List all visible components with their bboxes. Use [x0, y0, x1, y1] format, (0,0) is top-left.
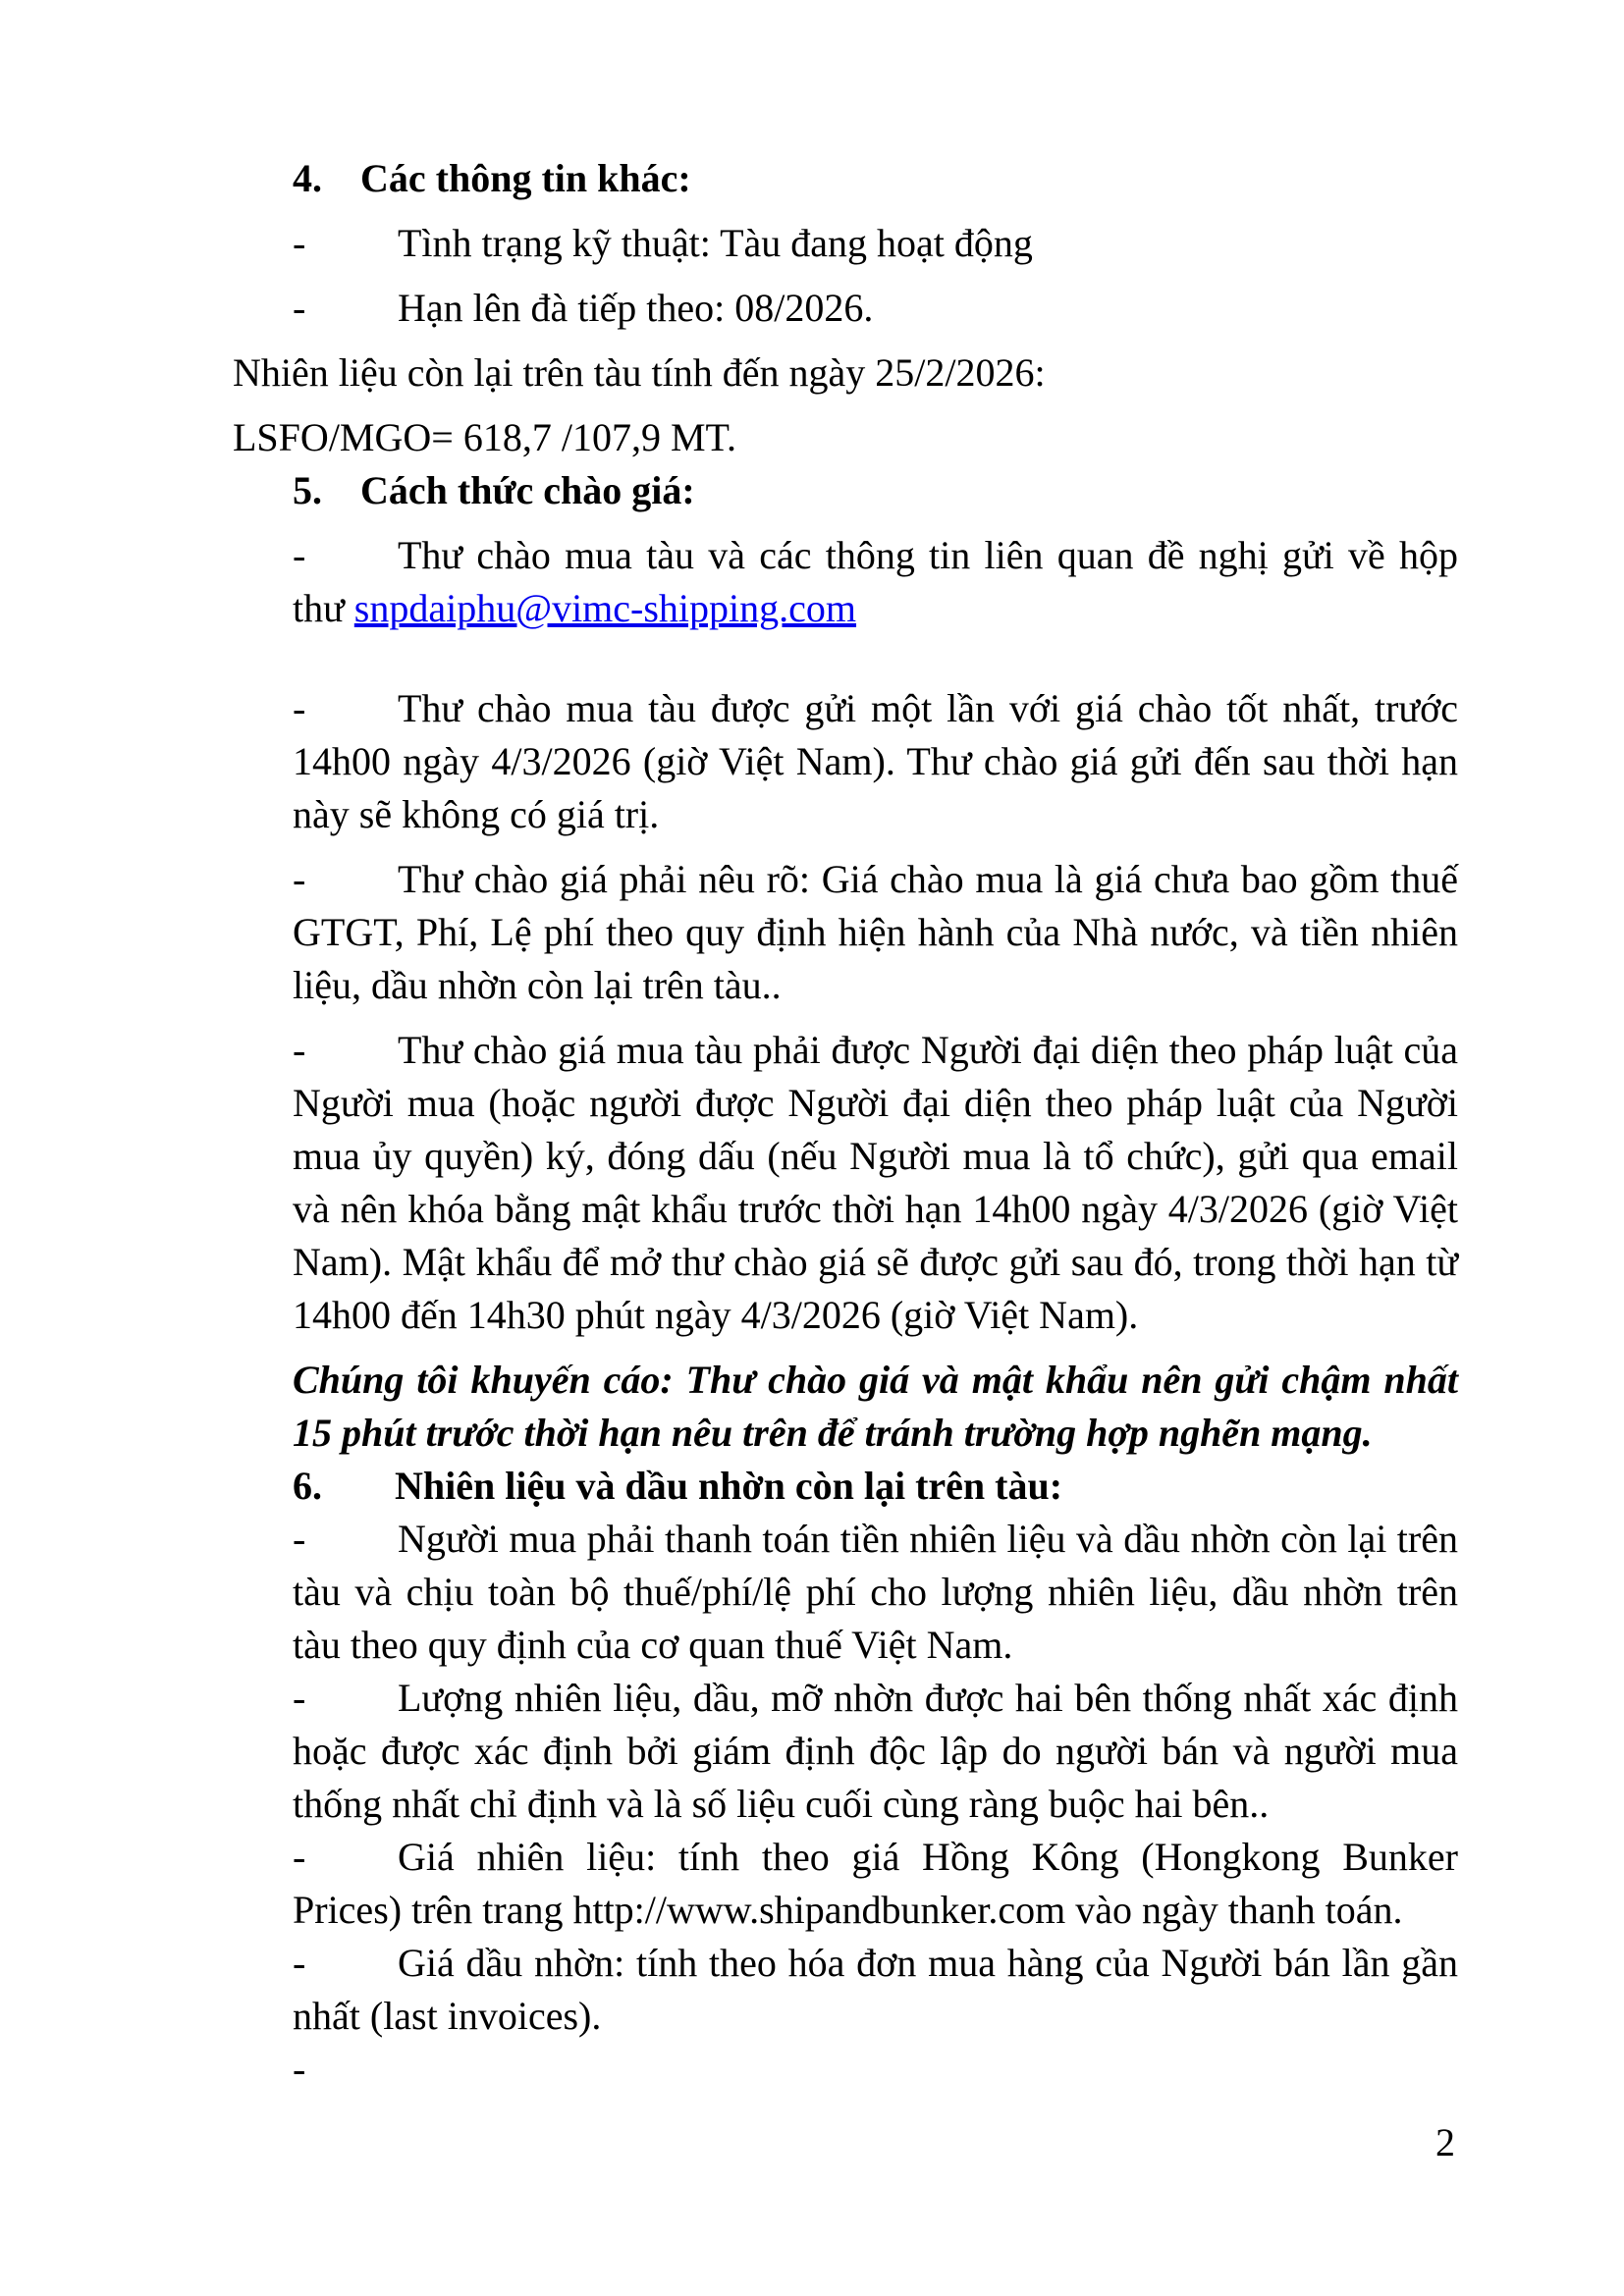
bullet-dash-marker: -	[293, 857, 306, 901]
section-number: 6.	[293, 1464, 322, 1508]
bullet-text: Thư chào giá mua tàu phải được Người đại diện theo pháp luật của Người mua (hoặc người được Người đại diện theo pháp luật của Người mua ủy quyền) ký, đóng dấu (nếu Người mua là tổ chức), gửi qua email và nên khóa bằng mật khẩu trước thời hạn 14h00 ngày 4/3/2026 (giờ Việt Nam). Mật khẩu để mở thư chào giá sẽ được gửi sau đó, trong thời hạn từ 14h00 đến 14h30 phút ngày 4/3/2026 (giờ Việt Nam).	[293, 1028, 1458, 1337]
bullet-item	[293, 853, 1458, 1012]
bullet-text: Thư chào mua tàu được gửi một lần với giá chào tốt nhất, trước 14h00 ngày 4/3/2026 (giờ Việt Nam). Thư chào giá gửi đến sau thời hạn này sẽ không có giá trị.	[293, 686, 1458, 836]
bullet-item	[293, 1024, 1458, 1342]
paragraph-text: Nhiên liệu còn lại trên tàu tính đến ngày 25/2/2026:	[233, 350, 1046, 395]
bullet-text: Lượng nhiên liệu, dầu, mỡ nhờn được hai bên thống nhất xác định hoặc được xác định bởi giám định độc lập do người bán và người mua thống nhất chỉ định và là số liệu cuối cùng ràng buộc hai bên..	[293, 1676, 1458, 1826]
bullet-dash-marker: -	[293, 686, 306, 730]
section-title: Các thông tin khác:	[360, 156, 691, 200]
bullet-dash-marker: -	[293, 533, 306, 577]
section-heading-4	[293, 152, 1458, 205]
bullet-text: Giá dầu nhờn: tính theo hóa đơn mua hàng của Người bán lần gần nhất (last invoices).	[293, 1941, 1458, 2038]
bullet-dash-marker: -	[293, 1676, 306, 1720]
bullet-item	[293, 217, 1458, 270]
page-number: 2	[1435, 2120, 1455, 2164]
paragraph	[233, 411, 1458, 464]
bullet-item	[293, 1513, 1458, 1672]
section-number: 4.	[293, 156, 322, 200]
bullet-text: Thư chào giá phải nêu rõ: Giá chào mua là giá chưa bao gồm thuế GTGT, Phí, Lệ phí theo quy định hiện hành của Nhà nước, và tiền nhiên liệu, dầu nhờn còn lại trên tàu..	[293, 857, 1458, 1007]
section-title: Nhiên liệu và dầu nhờn còn lại trên tàu:	[395, 1464, 1063, 1508]
section-6	[233, 1460, 1458, 2096]
section-title: Cách thức chào giá:	[360, 468, 695, 512]
bullet-dash-marker: -	[293, 286, 306, 330]
bullet-item	[293, 1831, 1458, 1937]
bullet-dash-marker: -	[293, 1835, 306, 1879]
bullet-dash-marker: -	[293, 2047, 306, 2091]
bullet-dash-marker: -	[293, 1941, 306, 1985]
bullet-dash-marker: -	[293, 1028, 306, 1072]
advisory-note	[293, 1354, 1458, 1460]
bullet-text: Tình trạng kỹ thuật: Tàu đang hoạt động	[398, 221, 1033, 265]
bullet-dash-marker: -	[293, 221, 306, 265]
bullet-text: Giá nhiên liệu: tính theo giá Hồng Kông (Hongkong Bunker Prices) trên trang http://www.shipandbunker.com vào ngày thanh toán.	[293, 1835, 1458, 1932]
email-link[interactable]: snpdaiphu@vimc-shipping.com	[353, 586, 857, 630]
section-heading-5	[293, 464, 1458, 517]
bullet-item	[293, 2043, 1458, 2096]
bullet-item	[293, 682, 1458, 841]
bullet-item	[293, 282, 1458, 335]
section-5	[233, 464, 1458, 1460]
section-heading-6	[293, 1460, 1458, 1513]
bullet-text: Người mua phải thanh toán tiền nhiên liệu và dầu nhờn còn lại trên tàu và chịu toàn bộ thuế/phí/lệ phí cho lượng nhiên liệu, dầu nhờn trên tàu theo quy định của cơ quan thuế Việt Nam.	[293, 1517, 1458, 1667]
paragraph	[233, 347, 1458, 400]
paragraph-text: LSFO/MGO= 618,7 /107,9 MT.	[233, 415, 736, 459]
bullet-text: Hạn lên đà tiếp theo: 08/2026.	[398, 286, 874, 330]
bullet-item	[293, 1672, 1458, 1831]
advisory-text: Chúng tôi khuyến cáo: Thư chào giá và mật khẩu nên gửi chậm nhất 15 phút trước thời hạn nêu trên để tránh trường hợp nghẽn mạng.	[293, 1358, 1458, 1455]
section-number: 5.	[293, 468, 322, 512]
section-4	[233, 152, 1458, 464]
bullet-item	[293, 529, 1458, 635]
bullet-item	[293, 1937, 1458, 2043]
bullet-text: Thư chào mua tàu và các thông tin liên quan đề nghị gửi về hộp thư	[293, 533, 1458, 630]
bullet-dash-marker: -	[293, 1517, 306, 1561]
